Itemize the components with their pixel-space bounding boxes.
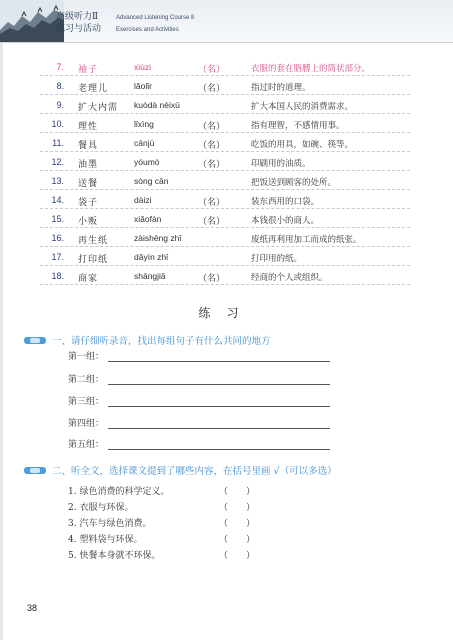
answer-line[interactable] — [108, 449, 330, 450]
vocab-word: 再生纸 — [78, 236, 109, 246]
vocab-word: 餐具 — [78, 141, 99, 151]
task2-label: 二、听全文，选择课文提到了哪些内容，在括号里画 √（可以多选） — [52, 466, 337, 477]
vocab-number: 10. — [51, 119, 64, 129]
vocab-number: 12. — [51, 157, 64, 167]
vocab-pinyin: xiùzi — [134, 62, 152, 72]
vocab-word: 理性 — [78, 122, 99, 132]
vocab-row — [40, 247, 410, 266]
vocab-row — [40, 152, 410, 171]
option-checkbox[interactable]: （ ） — [219, 503, 256, 513]
vocab-pinyin: lǎolǐr — [134, 81, 152, 91]
vocab-row — [40, 57, 410, 76]
header-en-title: Advanced Listening Course Ⅱ — [116, 15, 194, 21]
group-label: 第五组： — [68, 440, 105, 450]
header-zh-title: 高级听力Ⅱ — [56, 12, 99, 22]
answer-line[interactable] — [108, 406, 330, 407]
vocab-definition: 装东西用的口袋。 — [251, 197, 320, 207]
task2-heading — [24, 462, 337, 478]
vocab-word: 商家 — [78, 274, 99, 284]
vocab-number: 16. — [51, 233, 64, 243]
vocab-pinyin: cānjù — [134, 138, 155, 148]
vocab-pos: （名） — [198, 217, 226, 227]
option-row — [68, 516, 268, 530]
vocab-definition: 打印用的纸。 — [251, 254, 303, 264]
vocab-word: 袖子 — [78, 65, 99, 75]
group-label: 第一组： — [68, 352, 105, 362]
vocab-pinyin: sòng cān — [134, 176, 169, 186]
vocab-word: 扩大内需 — [78, 103, 119, 113]
option-text: 3. 汽车与绿色消费。 — [68, 519, 152, 529]
option-checkbox[interactable]: （ ） — [219, 487, 256, 497]
vocab-word: 油墨 — [78, 160, 99, 170]
vocab-pos: （名） — [198, 160, 226, 170]
option-checkbox[interactable]: （ ） — [219, 551, 256, 561]
group-answer-row[interactable] — [68, 349, 330, 363]
vocab-row — [40, 266, 410, 285]
option-row — [68, 500, 268, 514]
vocab-list — [40, 57, 410, 285]
answer-line[interactable] — [108, 384, 330, 385]
option-row — [68, 532, 268, 546]
vocab-pinyin: dǎyìn zhǐ — [134, 252, 169, 262]
vocab-number: 7. — [56, 62, 64, 72]
vocab-number: 18. — [51, 271, 64, 281]
option-checkbox[interactable]: （ ） — [219, 535, 256, 545]
vocab-pinyin: dàizi — [134, 195, 152, 205]
option-text: 1. 绿色消费的科学定义。 — [68, 487, 170, 497]
vocab-pos: （名） — [198, 65, 226, 75]
option-text: 5. 快餐本身就不环保。 — [68, 551, 161, 561]
vocab-number: 13. — [51, 176, 64, 186]
vocab-pinyin: kuòdà nèixū — [134, 100, 180, 110]
vocab-number: 14. — [51, 195, 64, 205]
vocab-number: 17. — [51, 252, 64, 262]
group-answer-row[interactable] — [68, 394, 330, 408]
group-label: 第四组： — [68, 419, 105, 429]
vocab-definition: 指过时的道理。 — [251, 83, 311, 93]
vocab-definition: 把饭送到顾客的处所。 — [251, 178, 337, 188]
audio-track-icon — [24, 467, 46, 474]
option-row — [68, 548, 268, 562]
vocab-word: 老理儿 — [78, 84, 109, 94]
vocab-row — [40, 114, 410, 133]
vocab-definition: 吃饭的用具，如碗、筷等。 — [251, 140, 354, 150]
vocab-pos: （名） — [198, 141, 226, 151]
vocab-number: 8. — [56, 81, 64, 91]
vocab-pos: （名） — [198, 274, 226, 284]
group-answer-row[interactable] — [68, 437, 330, 451]
vocab-pos: （名） — [198, 122, 226, 132]
vocab-pinyin: lǐxìng — [134, 119, 154, 129]
audio-track-icon — [24, 337, 46, 344]
vocab-row — [40, 190, 410, 209]
page-header — [0, 0, 453, 43]
vocab-number: 9. — [56, 100, 64, 110]
vocab-pinyin: zàishēng zhǐ — [134, 233, 182, 243]
vocab-pos: （名） — [198, 84, 226, 94]
section-title: 练习 — [198, 306, 255, 320]
vocab-pinyin: xiǎofàn — [134, 214, 162, 224]
group-answer-row[interactable] — [68, 372, 330, 386]
vocab-definition: 废纸再利用加工而成的纸张。 — [251, 235, 362, 245]
vocab-pinyin: shāngjiā — [134, 271, 166, 281]
vocab-number: 15. — [51, 214, 64, 224]
page-number: 38 — [27, 603, 38, 613]
vocab-word: 袋子 — [78, 198, 99, 208]
great-wall-logo — [0, 0, 64, 42]
vocab-definition: 扩大本国人民的消费需求。 — [251, 102, 354, 112]
option-text: 2. 衣服与环保。 — [68, 503, 134, 513]
vocab-row — [40, 171, 410, 190]
vocab-definition: 衣服的套在胳膊上的筒状部分。 — [251, 64, 371, 74]
vocab-row — [40, 228, 410, 247]
vocab-pinyin: yóumò — [134, 157, 160, 167]
answer-line[interactable] — [108, 361, 330, 362]
vocab-word: 小贩 — [78, 217, 99, 227]
vocab-definition: 本钱很小的商人。 — [251, 216, 320, 226]
vocab-definition: 经商的个人或组织。 — [251, 273, 328, 283]
vocab-word: 送餐 — [78, 179, 99, 189]
task1-label: 一、请仔细听录音，找出每组句子有什么共同的地方 — [52, 336, 271, 347]
group-answer-row[interactable] — [68, 416, 330, 430]
vocab-pos: （名） — [198, 198, 226, 208]
header-zh-subtitle: 练习与活动 — [56, 24, 102, 34]
vocab-row — [40, 95, 410, 114]
vocab-row — [40, 209, 410, 228]
vocab-word: 打印纸 — [78, 255, 109, 265]
option-checkbox[interactable]: （ ） — [219, 519, 256, 529]
task1-heading — [24, 332, 271, 348]
vocab-definition: 印刷用的油质。 — [251, 159, 311, 169]
header-en-subtitle: Exercises and Activities — [116, 27, 179, 33]
vocab-row — [40, 76, 410, 95]
option-text: 4. 塑料袋与环保。 — [68, 535, 143, 545]
vocab-row — [40, 133, 410, 152]
vocab-definition: 指有理智，不感情用事。 — [251, 121, 345, 131]
group-label: 第二组： — [68, 375, 105, 385]
option-row — [68, 484, 268, 498]
group-label: 第三组： — [68, 397, 105, 407]
answer-line[interactable] — [108, 428, 330, 429]
vocab-number: 11. — [52, 138, 64, 148]
